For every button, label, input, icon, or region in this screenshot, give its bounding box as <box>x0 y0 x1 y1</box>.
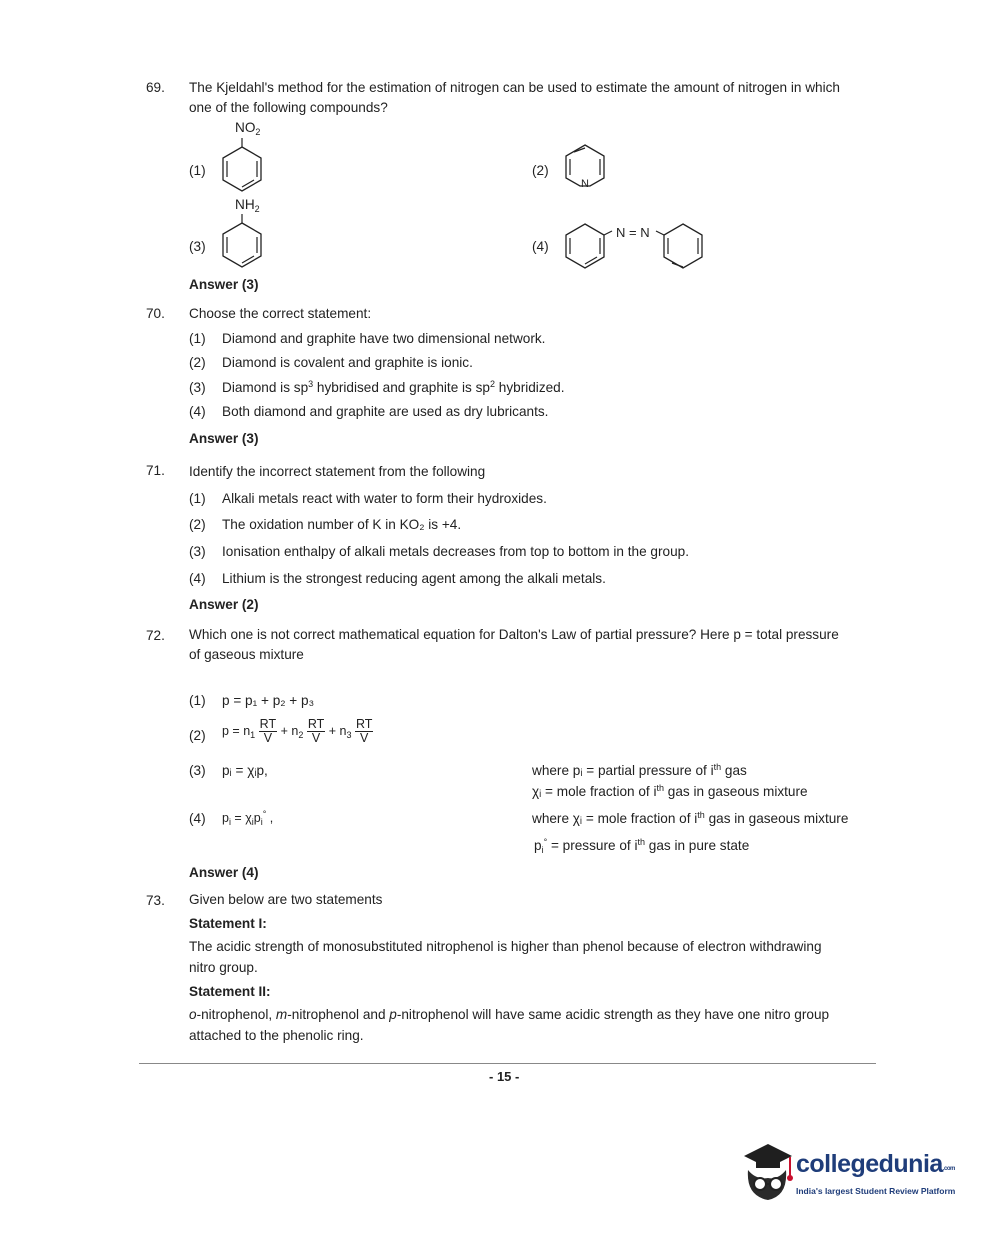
text-part: hybridised and graphite is sp <box>313 380 490 395</box>
azo-link: N = N <box>616 225 650 240</box>
subscript: 1 <box>250 729 256 740</box>
q71-option-4-text: Lithium is the strongest reducing agent among the alkali metals. <box>222 571 606 586</box>
plus-n: + n <box>280 723 299 738</box>
text-part: -nitrophenol, <box>196 1007 276 1022</box>
eq-tail: , <box>266 811 274 825</box>
q71-answer: Answer (2) <box>189 597 259 612</box>
brand-name <box>796 1150 955 1179</box>
prefix-m: m <box>275 1007 288 1022</box>
q73-statement-2-title: Statement II: <box>189 984 271 999</box>
q69-answer: Answer (3) <box>189 277 259 292</box>
q70-option-3-label: (3) <box>189 380 206 395</box>
eq-lhs: p = n <box>222 723 251 738</box>
fraction-2 <box>307 718 325 745</box>
q70-option-4-text: Both diamond and graphite are used as dry lubricants. <box>222 404 549 419</box>
superscript: th <box>656 783 665 793</box>
q69-option-2-label: (2) <box>532 163 549 178</box>
q70-option-3-text <box>222 380 565 395</box>
superscript: 2 <box>489 379 495 389</box>
q70-number: 70. <box>146 306 165 321</box>
eq-p: p <box>222 811 229 825</box>
prefix-o: o <box>189 1007 197 1022</box>
q73-text: Given below are two statements <box>189 892 383 907</box>
q70-option-4-label: (4) <box>189 404 206 419</box>
text-part: gas in pure state <box>644 838 750 853</box>
q72-answer: Answer (4) <box>189 865 259 880</box>
text-part: Diamond is sp <box>222 380 309 395</box>
q72-option-4-eq <box>222 811 273 825</box>
q70-text: Choose the correct statement: <box>189 306 372 321</box>
q69-option-4-label: (4) <box>532 239 549 254</box>
subscript: i <box>541 845 544 855</box>
q72-option-2-label: (2) <box>189 728 206 743</box>
q72-number: 72. <box>146 628 165 643</box>
q71-option-2-label: (2) <box>189 517 206 532</box>
q71-option-3-label: (3) <box>189 544 206 559</box>
q73-statement-2-text <box>189 1007 829 1022</box>
q73-number: 73. <box>146 893 165 908</box>
superscript: th <box>713 762 722 772</box>
subscript: i <box>260 817 263 827</box>
eq-chi: = χ <box>230 811 252 825</box>
q71-text: Identify the incorrect statement from the following <box>189 464 486 479</box>
q69-option-3-label: (3) <box>189 239 206 254</box>
q73-statement-1-text: The acidic strength of monosubstituted nitrophenol is higher than phenol because of electron withdrawing <box>189 939 822 954</box>
superscript: th <box>637 837 645 847</box>
q71-option-4-label: (4) <box>189 571 206 586</box>
benzene-ring-icon <box>662 223 704 269</box>
text-part: gas in gaseous mixture <box>664 784 808 799</box>
q72-option-1-eq: p = p₁ + p₂ + p₃ <box>222 693 315 708</box>
text-part: hybridized. <box>495 380 565 395</box>
benzene-ring-icon <box>221 222 263 268</box>
group-subscript: 2 <box>255 127 261 137</box>
subscript: i <box>228 817 231 827</box>
brand-tagline: India's largest Student Review Platform <box>796 1186 956 1196</box>
prefix-p: p <box>389 1007 397 1022</box>
q70-option-1-label: (1) <box>189 331 206 346</box>
q69-number: 69. <box>146 80 165 95</box>
q72-option-3-label: (3) <box>189 763 206 778</box>
text-part: -nitrophenol and <box>287 1007 390 1022</box>
q70-option-1-text: Diamond and graphite have two dimensional network. <box>222 331 546 346</box>
q69-text-cont: one of the following compounds? <box>189 100 388 115</box>
subscript: i <box>251 817 254 827</box>
text-part: where χᵢ = mole fraction of i <box>532 811 698 826</box>
text-part: = pressure of i <box>547 838 638 853</box>
fraction-1 <box>259 718 277 745</box>
superscript: 3 <box>308 379 314 389</box>
brand-text: collegedunia <box>796 1150 943 1178</box>
q72-option-3-where-1 <box>532 763 747 778</box>
q69-option-3-group <box>235 197 260 212</box>
footer-logo[interactable] <box>738 1138 963 1208</box>
group-text: NO <box>235 120 256 135</box>
group-subscript: 2 <box>254 204 260 214</box>
pyridine-nitrogen: N <box>581 178 589 190</box>
footer-divider <box>139 1063 876 1064</box>
q71-option-1-label: (1) <box>189 491 206 506</box>
numerator: RT <box>355 717 373 731</box>
text-part: χᵢ = mole fraction of i <box>532 784 657 799</box>
q69-option-1-label: (1) <box>189 163 206 178</box>
denominator: V <box>263 731 273 745</box>
q71-option-3-text: Ionisation enthalpy of alkali metals decreases from top to bottom in the group. <box>222 544 689 559</box>
denominator: V <box>360 731 369 745</box>
subscript: 2 <box>298 729 304 740</box>
q72-option-2-eq <box>222 718 373 745</box>
q69-option-1-group <box>235 120 260 135</box>
denominator: V <box>311 731 321 745</box>
text-part: gas <box>721 763 747 778</box>
q72-text-cont: of gaseous mixture <box>189 647 304 662</box>
brand-suffix: .com <box>942 1166 955 1172</box>
numerator: RT <box>259 717 277 731</box>
degree-mark: ° <box>262 809 267 819</box>
page-number: - 15 - <box>489 1069 520 1084</box>
numerator: RT <box>307 717 325 731</box>
q72-option-4-label: (4) <box>189 811 206 826</box>
q71-option-1-text: Alkali metals react with water to form their hydroxides. <box>222 491 547 506</box>
q70-answer: Answer (3) <box>189 431 259 446</box>
q71-option-2-text: The oxidation number of K in KO₂ is +4. <box>222 517 462 532</box>
subscript: 3 <box>346 729 352 740</box>
text-part: where pᵢ = partial pressure of i <box>532 763 714 778</box>
q73-statement-2-text-cont: attached to the phenolic ring. <box>189 1028 364 1043</box>
q72-option-4-where-1 <box>532 811 848 826</box>
q70-option-2-label: (2) <box>189 355 206 370</box>
benzene-ring-icon <box>221 146 263 192</box>
q72-option-3-eq: pᵢ = χᵢp, <box>222 763 268 778</box>
text-part: gas in gaseous mixture <box>704 811 849 826</box>
q72-option-3-where-2 <box>532 784 808 799</box>
q72-option-4-where-2 <box>534 838 749 853</box>
q69-text: The Kjeldahl's method for the estimation of nitrogen can be used to estimate the amount of nitrogen in which <box>189 80 840 95</box>
eq-p2: p <box>253 811 261 825</box>
q70-option-2-text: Diamond is covalent and graphite is ionic. <box>222 355 473 370</box>
text-part: -nitrophenol will have same acidic strength as they have one nitro group <box>396 1007 830 1022</box>
collegedunia-logo-icon <box>738 1138 796 1206</box>
q73-statement-1-title: Statement I: <box>189 916 267 931</box>
degree-mark: ° <box>543 837 548 847</box>
text-part: p <box>534 838 542 853</box>
q73-statement-1-text-cont: nitro group. <box>189 960 258 975</box>
plus-n: + n <box>328 723 347 738</box>
benzene-ring-icon <box>564 223 606 269</box>
q71-number: 71. <box>146 463 165 478</box>
q72-option-1-label: (1) <box>189 693 206 708</box>
q72-text: Which one is not correct mathematical equation for Dalton's Law of partial pressure? Here p = total pressure <box>189 627 839 642</box>
fraction-3 <box>355 718 373 745</box>
superscript: th <box>697 810 705 820</box>
group-text: NH <box>235 197 255 212</box>
